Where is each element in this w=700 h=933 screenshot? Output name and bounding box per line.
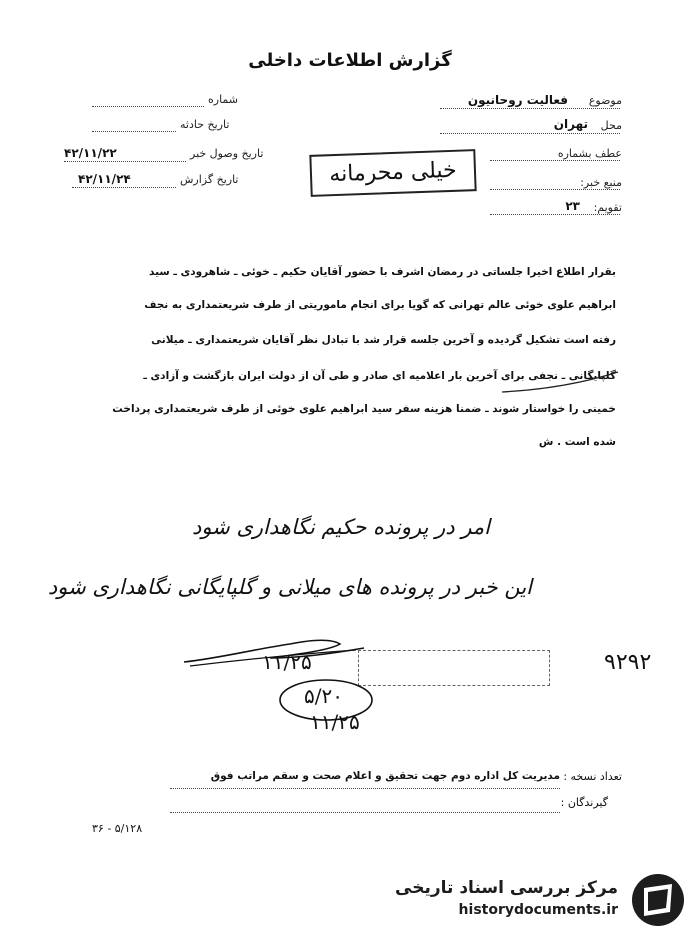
recipients-label: گیرندگان : <box>560 796 608 809</box>
body-line-4: گلپایگانی ـ نجفی برای آخرین بار اعلامیه ای صادر و طی آن از دولت ایران بازگشت و آزادی ـ <box>143 370 616 382</box>
report-date-value: ۴۲/۱۱/۲۴ <box>78 172 131 186</box>
body-line-2: ابراهیم علوی خوئی عالم تهرانی که گویا برای انجام ماموریتی از طرف شریعتمداری به نجف <box>144 299 616 311</box>
handwritten-note-1: امر در پرونده حکیم نگاهداری شود <box>191 515 490 539</box>
number-line <box>92 106 204 107</box>
received-date-value: ۴۲/۱۱/۲۲ <box>64 146 117 160</box>
copies-value: مدیریت کل اداره دوم جهت تحقیق و اعلام صحت و سقم مراتب فوق <box>210 770 560 782</box>
faded-stamp <box>358 650 550 686</box>
watermark-title: مرکز بررسی اسناد تاریخی <box>395 878 618 898</box>
handwritten-date-1: ۱۱/۲۵ <box>262 650 312 674</box>
copies-label: تعداد نسخه : <box>563 770 622 783</box>
rating-line <box>490 214 620 215</box>
subject-line <box>440 108 620 109</box>
source-label: منبع خبر: <box>580 176 622 189</box>
subject-label: موضوع <box>588 94 622 107</box>
classification-stamp: خیلی محرمانه <box>309 149 476 197</box>
handwritten-date-2: ۱۱/۲۵ <box>310 710 360 734</box>
body-line-5: خمینی را خواستار شوند ـ ضمنا هزینه سفر سید ابراهیم علوی خوئی از طرف شریعتمداری پرداخت <box>112 403 616 415</box>
document-title: گزارش اطلاعات داخلی <box>248 50 452 71</box>
body-line-6: شده است . ش <box>538 436 616 448</box>
rating-label: تقویم: <box>593 201 622 214</box>
number-label: شماره <box>208 93 239 106</box>
body-line-3: رفته است تشکیل گردیده و آخرین جلسه قرار شد با تبادل نظر آقایان شریعتمداری ـ میلانی <box>151 334 616 346</box>
margin-number: ۹۲۹۲ <box>604 650 652 675</box>
location-label: محل <box>600 119 622 132</box>
rating-value: ۲۳ <box>565 199 580 213</box>
received-date-label: تاریخ وصول خبر <box>190 147 264 160</box>
handwritten-note-2: این خبر در پرونده های میلانی و گلپایگانی نگاهداری شود <box>47 575 532 599</box>
body-line-1: بقرار اطلاع اخیرا جلساتی در رمضان اشرف با حضور آقایان حکیم ـ خوئی ـ شاهرودی ـ سید <box>149 266 616 278</box>
subject-value: فعالیت روحانیون <box>467 93 568 107</box>
location-line <box>440 133 620 134</box>
received-date-line <box>64 161 186 162</box>
report-date-label: تاریخ گزارش <box>180 173 239 186</box>
reference-label: عطف بشماره <box>557 147 622 160</box>
form-code: ۳۶ - ۵/۱۲۸ <box>92 822 143 835</box>
watermark-url: historydocuments.ir <box>458 902 618 918</box>
location-value: تهران <box>553 117 588 131</box>
copies-line <box>170 788 560 789</box>
underline-mark <box>500 368 620 398</box>
source-line <box>490 189 620 190</box>
report-date-line <box>72 187 176 188</box>
reference-line <box>490 160 620 161</box>
recipients-line <box>170 812 560 813</box>
archive-logo-icon <box>630 872 686 928</box>
incident-date-line <box>92 131 176 132</box>
handwritten-number: ۵/۲۰ <box>304 684 343 708</box>
incident-date-label: تاریخ حادثه <box>180 118 230 131</box>
